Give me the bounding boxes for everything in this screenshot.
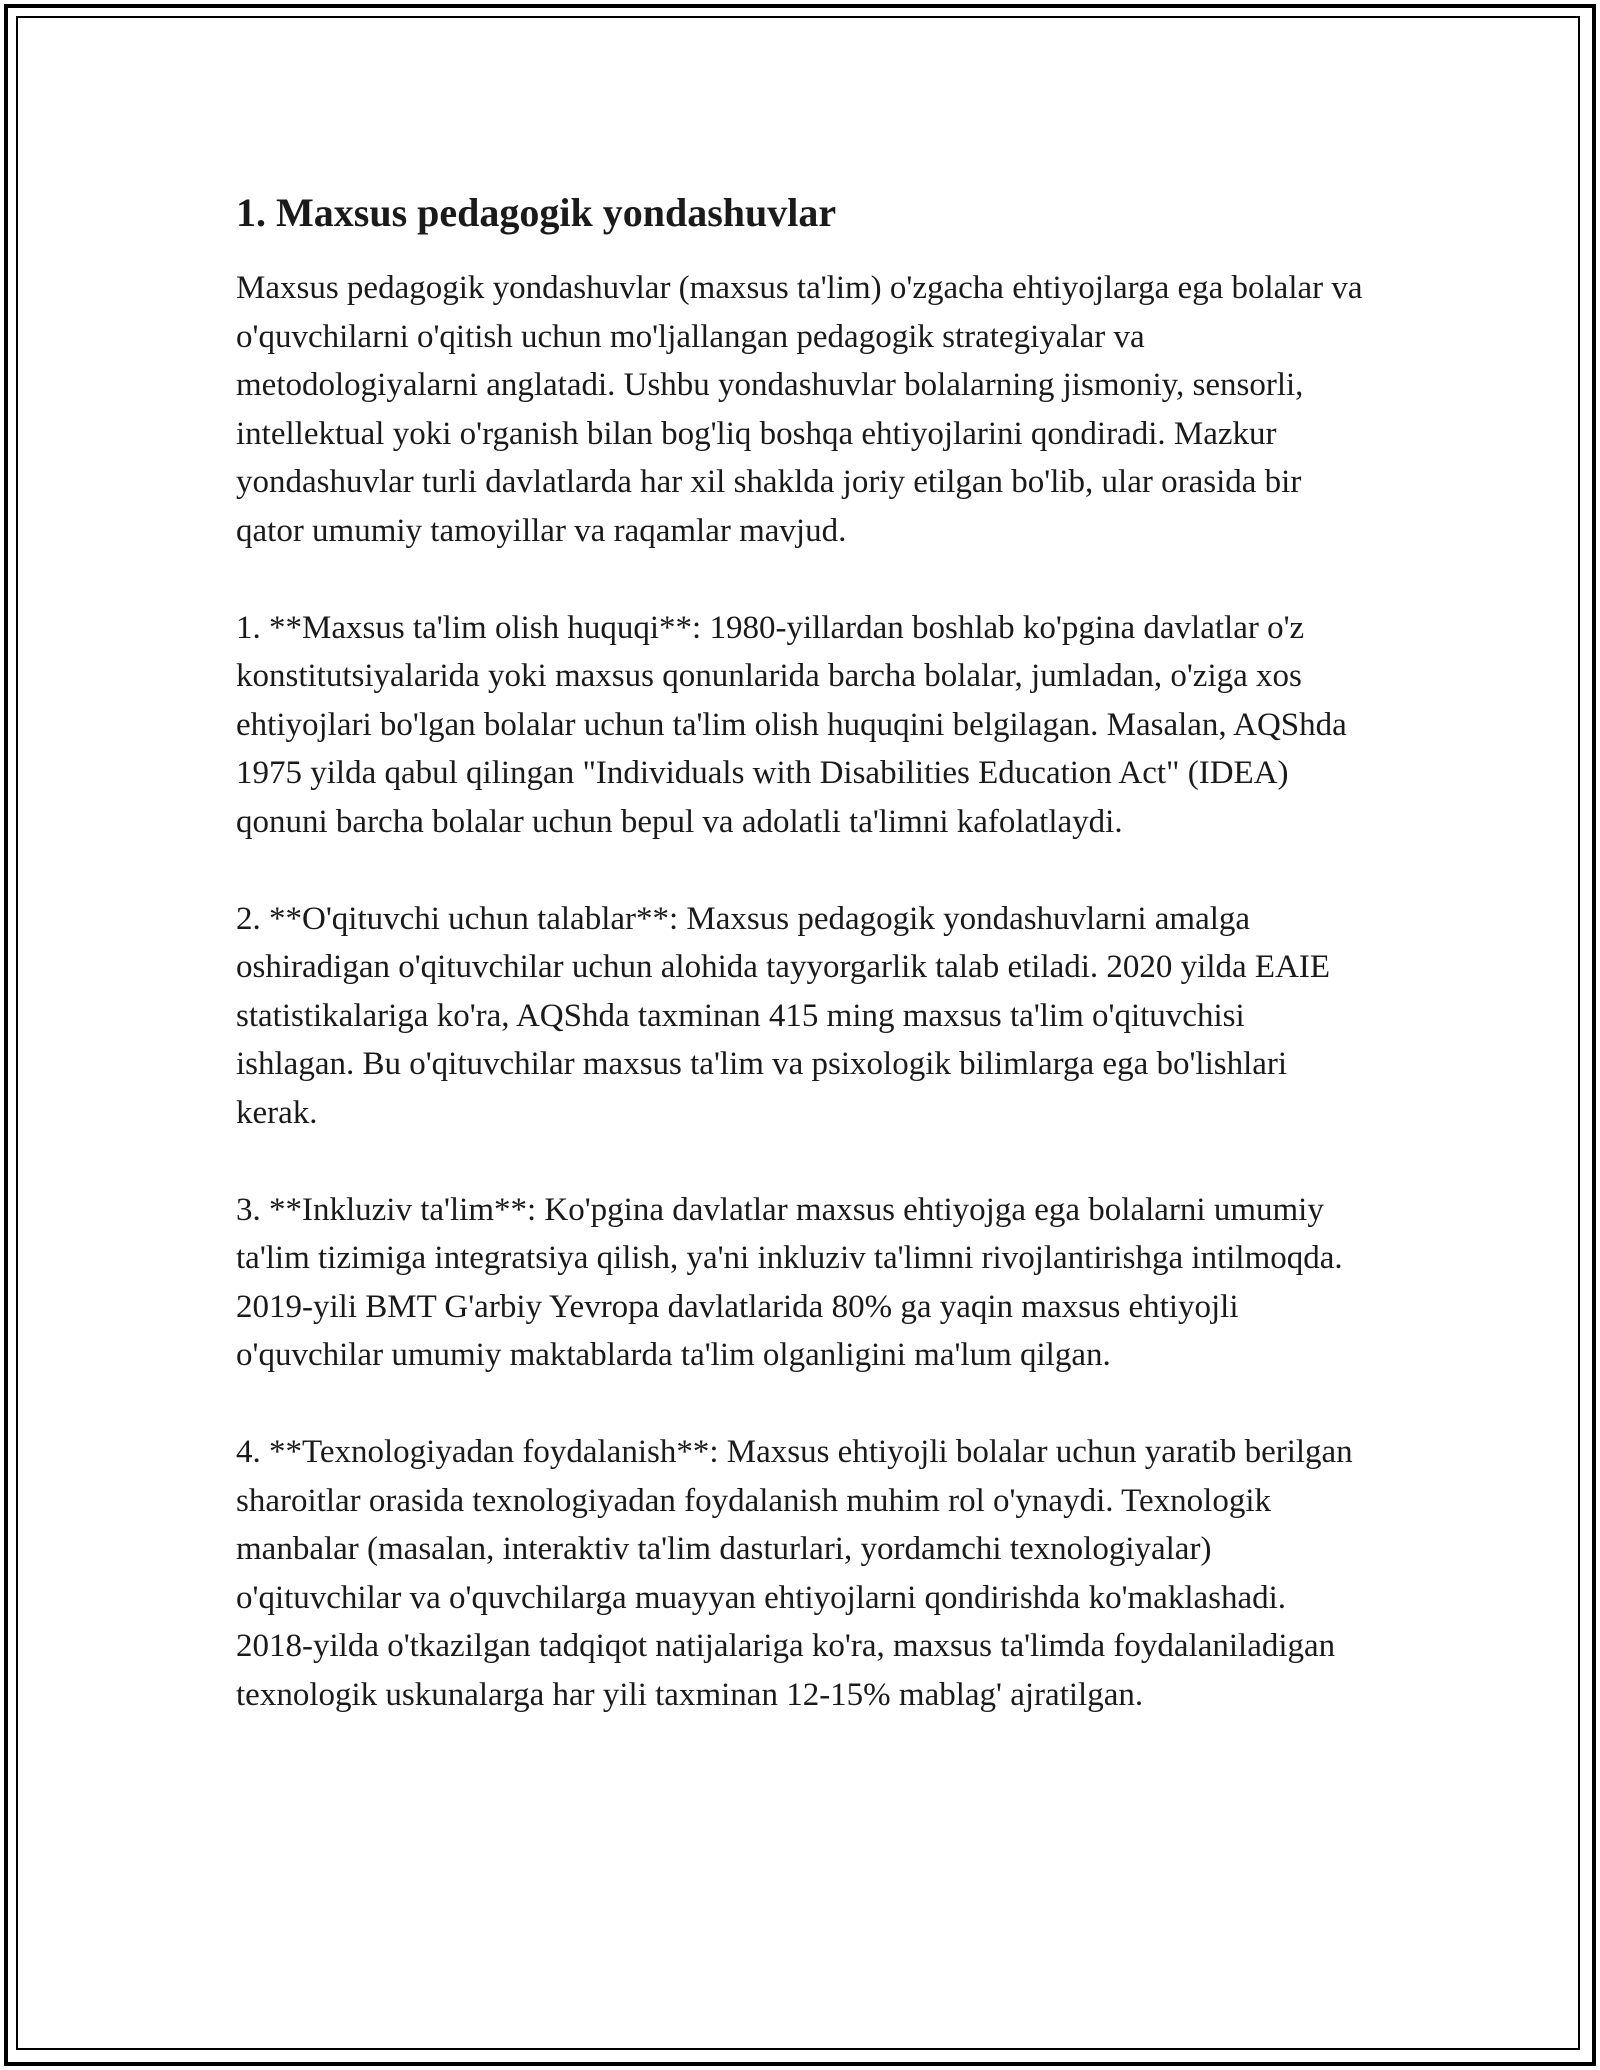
list-item-inclusive-education: 3. **Inkluziv ta'lim**: Ko'pgina davlatlar maxsus ehtiyojga ega bolalarni umumiy ta'lim tizimiga integratsiya qilish, ya'ni inkluziv ta'limni rivojlantirishga intilmoqda. 2019-yili BMT G'arbiy Yevropa davlatlarida 80% ga yaqin maxsus ehtiyojli o'quvchilar umumiy maktablarda ta'lim olganligini ma'lum qilgan. xyxy=(236,1191,1343,1373)
paragraph-gap xyxy=(236,555,1366,604)
paragraph-gap xyxy=(236,846,1366,895)
document-body xyxy=(236,184,1366,1719)
section-heading: 1. Maxsus pedagogik yondashuvlar xyxy=(236,190,837,235)
paragraph-gap xyxy=(236,1380,1366,1429)
list-item-technology: 4. **Texnologiyadan foydalanish**: Maxsus ehtiyojli bolalar uchun yaratib berilgan sharoitlar orasida texnologiyadan foydalanish muhim rol o'ynaydi. Texnologik manbalar (masalan, interaktiv ta'lim dasturlari, yordamchi texnologiyalar) o'qituvchilar va o'quvchilarga muayyan ehtiyojlarni qondirishda ko'maklashadi. 2018-yilda o'tkazilgan tadqiqot natijalariga ko'ra, maxsus ta'limda foydalaniladigan texnologik uskunalarga har yili taxminan 12-15% mablag' ajratilgan. xyxy=(236,1434,1353,1713)
intro-paragraph: Maxsus pedagogik yondashuvlar (maxsus ta'lim) o'zgacha ehtiyojlarga ega bolalar va o'quvchilarni o'qitish uchun mo'ljallangan pedagogik strategiyalar va metodologiyalarni anglatadi. Ushbu yondashuvlar bolalarning jismoniy, sensorli, intellektual yoki o'rganish bilan bog'liq boshqa ehtiyojlarini qondiradi. Mazkur yondashuvlar turli davlatlarda har xil shaklda joriy etilgan bo'lib, ular orasida bir qator umumiy tamoyillar va raqamlar mavjud. xyxy=(236,270,1363,549)
paragraph-gap xyxy=(236,1137,1366,1186)
list-item-teacher-requirements: 2. **O'qituvchi uchun talablar**: Maxsus pedagogik yondashuvlarni amalga oshiradigan o'qituvchilar uchun alohida tayyorgarlik talab etiladi. 2020 yilda EAIE statistikalariga ko'ra, AQShda taxminan 415 ming maxsus ta'lim o'qituvchisi ishlagan. Bu o'qituvchilar maxsus ta'lim va psixologik bilimlarga ega bo'lishlari kerak. xyxy=(236,900,1331,1131)
list-item-rights: 1. **Maxsus ta'lim olish huquqi**: 1980-yillardan boshlab ko'pgina davlatlar o'z konstitutsiyalarida yoki maxsus qonunlarida barcha bolalar, jumladan, o'ziga xos ehtiyojlari bo'lgan bolalar uchun ta'lim olish huquqini belgilagan. Masalan, AQShda 1975 yilda qabul qilingan "Individuals with Disabilities Education Act" (IDEA) qonuni barcha bolalar uchun bepul va adolatli ta'limni kafolatlaydi. xyxy=(236,609,1347,840)
